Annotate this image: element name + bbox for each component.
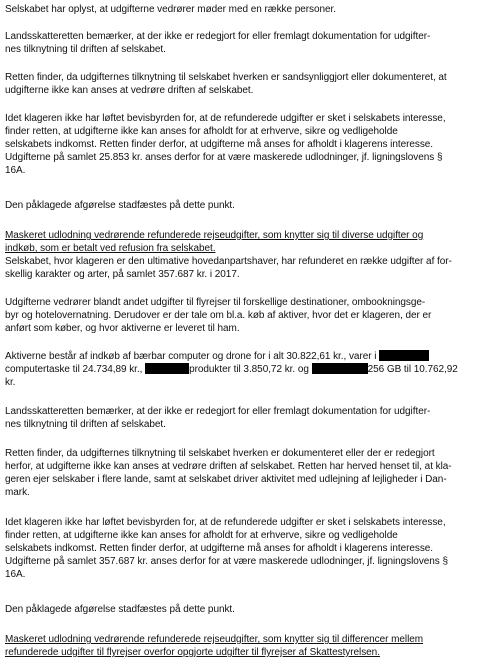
paragraph-court-finding-2 — [5, 447, 452, 499]
section-heading: indkøb, som er betalt ved refusion fra selskabet. — [5, 243, 216, 254]
text-line: Udgifterne vedrører blandt andet udgifter til flyrejser til forskellige destinationer, ombookningsge- — [5, 297, 426, 308]
paragraph-court-remark-2 — [5, 405, 430, 431]
text-line: udgifterne ikke kan anses at vedrøre driften af selskabet. — [5, 85, 254, 96]
text-line: anført som køber, og hvor aktiverne er leveret til ham. — [5, 323, 240, 334]
text-line: kr. — [5, 377, 16, 388]
paragraph-decision-2 — [5, 603, 235, 616]
text-line: Idet klageren ikke har løftet bevisbyrden for, at de refunderede udgifter er sket i selskabets interesse, — [5, 517, 446, 528]
text-line: Selskabet, hvor klageren er den ultimative hovedanpartshaver, har refunderet en række udgifter af for- — [5, 256, 452, 267]
text-line: Selskabet har oplyst, at udgifterne vedrører møder med en række personer. — [5, 4, 336, 15]
section-heading: Maskeret udlodning vedrørende refunderede rejseudgifter, som knytter sig til differencer mellem — [5, 634, 424, 645]
paragraph-burden-of-proof-2 — [5, 516, 448, 581]
text-line — [5, 350, 458, 363]
text-line: Den påklagede afgørelse stadfæstes på dette punkt. — [5, 604, 235, 615]
paragraph-assets — [5, 350, 458, 389]
paragraph-decision-1 — [5, 199, 235, 212]
text-segment: 256 GB til 10.762,92 — [367, 364, 458, 375]
text-line: Landsskatteretten bemærker, at der ikke er redegjort for eller fremlagt dokumentation for udgifter- — [5, 31, 431, 42]
text-line: finder retten, at udgifterne ikke kan anses for afholdt for at erhverve, sikre og vedligeholde — [5, 126, 398, 137]
text-line: Udgifterne på samlet 357.687 kr. anses derfor for at være maskerede udlodninger, jf. ligningslovens § — [5, 556, 448, 567]
text-line: mark. — [5, 487, 30, 498]
text-line: nes tilknytning til driften af selskabet. — [5, 419, 166, 430]
redaction-bar — [379, 350, 429, 361]
text-line: byr og hotelovernatning. Derudover er der tale om bl.a. køb af aktiver, hvor det er klageren, der er — [5, 310, 432, 321]
paragraph-court-remark-1 — [5, 30, 430, 56]
text-line — [5, 363, 458, 376]
text-line: finder retten, at udgifterne ikke kan anses for afholdt for at erhverve, sikre og vedligeholde — [5, 530, 398, 541]
section-travel-expenses — [5, 229, 452, 281]
text-segment: produkter til 3.850,72 kr. og — [189, 364, 309, 375]
text-line: 16A. — [5, 569, 26, 580]
paragraph-expense-types — [5, 296, 431, 335]
redaction-bar — [145, 363, 189, 374]
section-heading: Maskeret udlodning vedrørende refunderede rejseudgifter, som knytter sig til diverse udgifter og — [5, 230, 424, 241]
text-line: Retten finder, da udgifternes tilknytning til selskabet hverken er sandsynliggjort eller dokumenteret, at — [5, 72, 447, 83]
text-segment: Aktiverne består af indkøb af bærbar computer og drone for i alt 30.822,61 kr., varer i — [5, 351, 377, 362]
section-flight-differences — [5, 633, 423, 659]
text-line: Landsskatteretten bemærker, at der ikke er redegjort for eller fremlagt dokumentation for udgifter- — [5, 406, 431, 417]
paragraph-court-finding-1 — [5, 71, 447, 97]
text-line: selskabets indkomst. Retten finder derfor, at udgifterne må anses for afholdt i klagerens interesse. — [5, 139, 434, 150]
text-segment: computertaske til 24.734,89 kr., — [5, 364, 143, 375]
redaction-bar — [312, 363, 368, 374]
text-line: selskabets indkomst. Retten finder derfor, at udgifterne må anses for afholdt i klagerens interesse. — [5, 543, 434, 554]
text-line: Udgifterne på samlet 25.853 kr. anses derfor for at være maskerede udlodninger, jf. ligningslovens § — [5, 152, 443, 163]
paragraph-burden-of-proof-1 — [5, 112, 446, 177]
section-heading: refunderede udgifter til flyrejser overfor opgjorte udgifter til flyrejser af Skattestyrelsen. — [5, 647, 380, 658]
text-line: herfor, at udgifterne ikke kan anses at vedrøre driften af selskabet. Retten har herved henset til, at kla- — [5, 461, 452, 472]
text-line: geren ejer selskaber i flere lande, samt at selskabet driver aktivitet med udlejning af lejligheder i Dan- — [5, 474, 447, 485]
text-line: Retten finder, da udgifternes tilknytning til selskabet hverken er dokumenteret eller der er redegjort — [5, 448, 435, 459]
text-line: Idet klageren ikke har løftet bevisbyrden for, at de refunderede udgifter er sket i selskabets interesse, — [5, 113, 446, 124]
text-line: Den påklagede afgørelse stadfæstes på dette punkt. — [5, 200, 235, 211]
text-line: nes tilknytning til driften af selskabet. — [5, 44, 166, 55]
text-line: skellig karakter og arter, på samlet 357.687 kr. i 2017. — [5, 269, 240, 280]
text-line: 16A. — [5, 165, 26, 176]
paragraph-meetings — [5, 3, 336, 16]
